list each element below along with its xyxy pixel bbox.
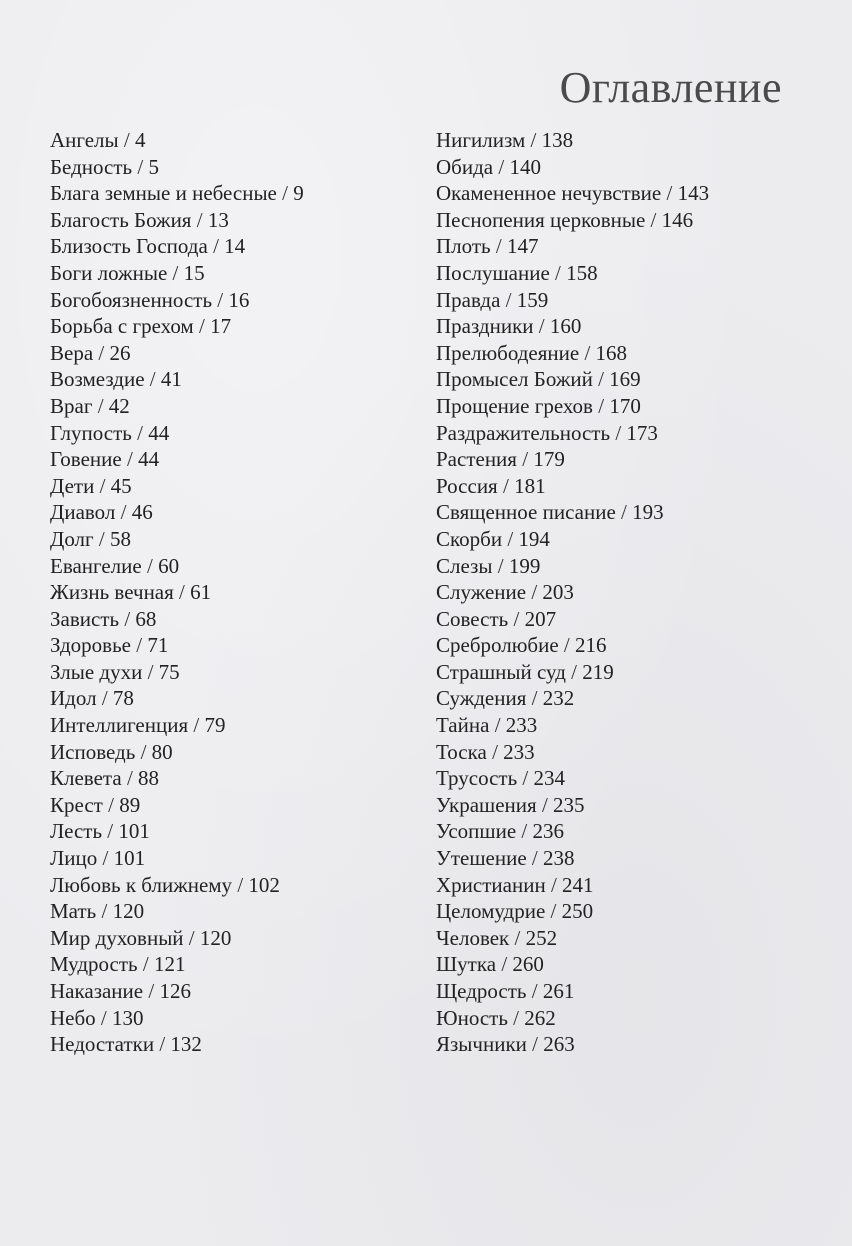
toc-entry — [50, 393, 420, 420]
toc-entry-separator: / — [516, 819, 533, 844]
toc-entry-page-number: 170 — [609, 393, 641, 418]
toc-entry-page-number: 61 — [190, 580, 212, 605]
toc-entry-term: Борьба с грехом — [50, 314, 194, 339]
toc-entry-term: Боги ложные — [50, 260, 168, 285]
toc-entry-page-number: 88 — [138, 766, 160, 791]
toc-entry-page-number: 262 — [524, 1005, 556, 1030]
toc-entry-separator: / — [276, 181, 294, 206]
toc-entry-separator: / — [509, 925, 526, 950]
toc-entry-separator: / — [102, 792, 120, 817]
toc-entry-page-number: 132 — [170, 1032, 202, 1057]
toc-entry-separator: / — [93, 526, 110, 551]
toc-entry-separator: / — [232, 872, 249, 897]
toc-entry-page-number: 216 — [575, 633, 607, 658]
toc-entry-separator: / — [533, 314, 550, 339]
toc-entry-separator: / — [167, 260, 184, 285]
toc-entry-term: Прелюбодеяние — [436, 340, 580, 365]
toc-entry-term: Интеллигенция — [50, 713, 189, 738]
toc-entry — [436, 313, 836, 340]
toc-column-left — [50, 127, 420, 1058]
toc-entry-term: Благость Божия — [50, 207, 192, 232]
toc-entry-separator: / — [115, 500, 132, 525]
toc-entry-term: Прощение грехов — [436, 393, 593, 418]
toc-entry — [436, 579, 836, 606]
toc-entry — [50, 1005, 420, 1032]
toc-entry-term: Язычники — [436, 1032, 527, 1057]
toc-entry-separator: / — [592, 367, 610, 392]
toc-entry-term: Блага земные и небесные — [50, 181, 277, 206]
toc-entry — [436, 739, 836, 766]
toc-entry — [436, 180, 836, 207]
toc-entry-page-number: 199 — [508, 553, 541, 578]
toc-entry-term: Раздражительность — [436, 420, 611, 445]
toc-entry-term: Тоска — [436, 739, 487, 764]
toc-entry-separator: / — [526, 580, 543, 605]
toc-entry — [50, 233, 420, 260]
toc-entry — [50, 420, 420, 447]
toc-entry-page-number: 80 — [151, 739, 173, 764]
toc-entry-page-number: 78 — [112, 686, 134, 711]
toc-entry-separator: / — [558, 633, 575, 658]
toc-entry-term: Мудрость — [50, 952, 138, 977]
toc-entry-term: Жизнь вечная — [50, 580, 174, 605]
toc-entry-page-number: 44 — [148, 420, 170, 445]
toc-entry — [436, 1031, 836, 1058]
toc-entry-term: Здоровье — [50, 633, 131, 658]
toc-entry — [436, 632, 836, 659]
toc-entry-page-number: 146 — [661, 207, 694, 232]
toc-entry — [50, 765, 420, 792]
toc-entry-page-number: 147 — [506, 234, 539, 259]
toc-entry-term: Вера — [50, 340, 94, 365]
toc-entry-page-number: 5 — [148, 154, 159, 179]
toc-entry-term: Мир духовный — [50, 925, 184, 950]
toc-entry-separator: / — [141, 553, 159, 578]
toc-entry-term: Усопшие — [436, 819, 517, 844]
toc-entry-page-number: 101 — [118, 819, 150, 844]
toc-entry-separator: / — [508, 606, 525, 631]
toc-entry-term: Лицо — [50, 846, 98, 871]
toc-entry-separator: / — [610, 420, 627, 445]
toc-entry-page-number: 260 — [512, 952, 544, 977]
toc-entry-page-number: 173 — [626, 420, 658, 445]
toc-entry-page-number: 238 — [543, 846, 575, 871]
toc-entry — [50, 207, 420, 234]
toc-entry-separator: / — [526, 1032, 544, 1057]
toc-entry-term: Глупость — [50, 420, 132, 445]
toc-entry-separator: / — [517, 766, 534, 791]
toc-entry-page-number: 158 — [566, 260, 598, 285]
toc-entry-term: Зависть — [50, 606, 120, 631]
toc-entry-term: Человек — [436, 925, 510, 950]
toc-entry-separator: / — [137, 952, 154, 977]
toc-entry — [50, 978, 420, 1005]
toc-entry-page-number: 9 — [293, 181, 304, 206]
toc-entry-term: Суждения — [436, 686, 527, 711]
toc-entry-term: Россия — [436, 473, 498, 498]
toc-entry — [50, 845, 420, 872]
toc-entry — [436, 393, 836, 420]
toc-entry — [50, 127, 420, 154]
toc-entry — [436, 978, 836, 1005]
toc-entry — [50, 553, 420, 580]
toc-entry — [436, 765, 836, 792]
toc-entry-separator: / — [135, 739, 152, 764]
toc-entry-page-number: 41 — [160, 367, 182, 392]
toc-entry-term: Украшения — [436, 792, 537, 817]
toc-entry-term: Диавол — [50, 500, 116, 525]
toc-column-right — [436, 127, 836, 1058]
toc-entry-term: Скорби — [436, 526, 503, 551]
toc-entry-page-number: 26 — [109, 340, 131, 365]
toc-entry — [436, 473, 836, 500]
toc-entry-term: Утешение — [436, 846, 527, 871]
toc-entry-term: Наказание — [50, 979, 144, 1003]
toc-entry-page-number: 68 — [135, 606, 157, 631]
toc-entry-separator: / — [502, 526, 519, 551]
toc-entry — [436, 233, 836, 260]
toc-entry-separator: / — [131, 420, 149, 445]
toc-entry — [50, 951, 420, 978]
toc-entry-page-number: 15 — [183, 260, 205, 285]
toc-entry-term: Плоть — [436, 234, 491, 259]
toc-entry-separator: / — [525, 128, 542, 152]
toc-entry — [50, 632, 420, 659]
toc-entry-separator: / — [144, 367, 161, 392]
toc-entry-separator: / — [516, 447, 534, 472]
toc-entry — [436, 366, 836, 393]
toc-entry-term: Священное писание — [436, 500, 616, 525]
toc-entry-separator: / — [490, 234, 507, 259]
toc-entry-page-number: 102 — [248, 872, 280, 897]
toc-entry-term: Целомудрие — [436, 899, 546, 924]
toc-entry-term: Послушание — [436, 260, 550, 285]
toc-entry — [50, 526, 420, 553]
toc-entry-page-number: 17 — [210, 314, 232, 339]
toc-entry-term: Страшный суд — [436, 659, 566, 684]
toc-entry-page-number: 60 — [158, 553, 180, 578]
toc-entry-term: Лесть — [50, 819, 103, 844]
toc-entry-separator: / — [97, 846, 114, 871]
toc-entry-term: Бедность — [50, 154, 133, 179]
toc-entry — [50, 340, 420, 367]
toc-entry-term: Растения — [436, 447, 517, 472]
toc-entry-separator: / — [579, 340, 596, 365]
toc-entry-separator: / — [500, 287, 517, 312]
toc-entry-page-number: 193 — [632, 500, 664, 525]
toc-entry-separator: / — [143, 979, 160, 1003]
toc-entry-page-number: 4 — [135, 128, 146, 152]
toc-entry — [436, 818, 836, 845]
toc-entry-term: Трусость — [436, 766, 518, 791]
toc-entry — [436, 340, 836, 367]
toc-entry-term: Песнопения церковные — [436, 207, 646, 232]
toc-entry — [436, 925, 836, 952]
toc-entry-separator: / — [536, 792, 554, 817]
toc-entry — [50, 366, 420, 393]
toc-entry-page-number: 121 — [153, 952, 186, 977]
toc-entry-separator: / — [95, 1005, 113, 1030]
toc-entry-page-number: 241 — [562, 872, 594, 897]
toc-entry — [436, 207, 836, 234]
toc-entry-separator: / — [132, 154, 149, 179]
toc-entry-term: Клевета — [50, 766, 122, 791]
toc-entry-separator: / — [645, 207, 662, 232]
toc-entry-page-number: 207 — [524, 606, 557, 631]
toc-entry-term: Служение — [436, 580, 527, 605]
toc-entry — [50, 1031, 420, 1058]
toc-entry — [50, 446, 420, 473]
toc-entry — [436, 526, 836, 553]
toc-entry-term: Говение — [50, 447, 122, 472]
toc-entry-separator: / — [496, 952, 513, 977]
toc-entry — [50, 898, 420, 925]
toc-entry-term: Дети — [50, 473, 95, 498]
toc-entry — [436, 1005, 836, 1032]
toc-entry-term: Идол — [50, 686, 97, 711]
toc-entry — [436, 420, 836, 447]
toc-entry-page-number: 261 — [542, 979, 575, 1003]
toc-entry — [436, 260, 836, 287]
toc-entry-separator: / — [96, 899, 113, 924]
toc-entry — [50, 925, 420, 952]
toc-entry-page-number: 75 — [158, 659, 180, 684]
toc-entry-term: Долг — [50, 526, 94, 551]
toc-entry — [50, 818, 420, 845]
toc-entry — [436, 154, 836, 181]
toc-entry — [436, 712, 836, 739]
toc-entry-page-number: 58 — [109, 526, 131, 551]
toc-entry-term: Тайна — [436, 713, 490, 738]
toc-entry-page-number: 120 — [112, 899, 145, 924]
toc-entry-separator: / — [131, 633, 148, 658]
toc-entry-separator: / — [183, 925, 200, 950]
toc-entry — [50, 473, 420, 500]
toc-entry-separator: / — [92, 393, 109, 418]
toc-entry-separator: / — [193, 314, 211, 339]
toc-entry-term: Обида — [436, 154, 494, 179]
toc-entry-separator: / — [102, 819, 119, 844]
toc-entry-page-number: 46 — [131, 500, 153, 525]
toc-entry — [436, 127, 836, 154]
toc-entry-term: Нигилизм — [436, 128, 526, 152]
toc-entry — [436, 845, 836, 872]
toc-entry-page-number: 79 — [204, 713, 226, 738]
toc-entry-term: Юность — [436, 1005, 508, 1030]
toc-entry — [50, 180, 420, 207]
toc-entry-separator: / — [549, 260, 567, 285]
toc-entry — [50, 287, 420, 314]
toc-entry — [50, 872, 420, 899]
toc-entry-term: Сребролюбие — [436, 633, 559, 658]
toc-entry-term: Мать — [50, 899, 97, 924]
toc-entry-separator: / — [118, 128, 135, 152]
toc-entry-page-number: 130 — [112, 1005, 144, 1030]
toc-entry-separator: / — [492, 553, 509, 578]
toc-entry-separator: / — [212, 287, 229, 312]
toc-entry-term: Христианин — [436, 872, 546, 897]
toc-entry-term: Исповедь — [50, 739, 136, 764]
toc-entry-separator: / — [545, 872, 563, 897]
toc-entry — [436, 792, 836, 819]
toc-entry — [436, 872, 836, 899]
toc-entry — [50, 659, 420, 686]
toc-entry-term: Промысел Божий — [436, 367, 593, 392]
toc-entry — [436, 553, 836, 580]
toc-entry-term: Шутка — [436, 952, 497, 977]
toc-entry-term: Злые духи — [50, 659, 143, 684]
toc-entry-term: Богобоязненность — [50, 287, 213, 312]
toc-entry-page-number: 168 — [595, 340, 628, 365]
toc-entry — [50, 260, 420, 287]
toc-entry-term: Ангелы — [50, 128, 119, 152]
toc-entry-page-number: 194 — [518, 526, 550, 551]
toc-entry-page-number: 120 — [199, 925, 232, 950]
toc-entry-separator: / — [486, 739, 504, 764]
toc-entry-page-number: 13 — [207, 207, 229, 232]
toc-entry — [50, 313, 420, 340]
toc-entry-term: Евангелие — [50, 553, 142, 578]
page-title: Оглавление — [559, 63, 782, 112]
toc-entry — [436, 898, 836, 925]
toc-entry — [50, 792, 420, 819]
toc-entry-page-number: 250 — [561, 899, 594, 924]
toc-entry-separator: / — [545, 899, 562, 924]
toc-entry-page-number: 101 — [113, 846, 146, 871]
toc-entry-term: Близость Господа — [50, 234, 208, 259]
toc-entry-page-number: 203 — [542, 580, 574, 605]
toc-entry-separator: / — [526, 979, 543, 1003]
toc-entry-term: Правда — [436, 287, 501, 312]
toc-entry — [50, 712, 420, 739]
toc-entry-separator: / — [489, 713, 506, 738]
toc-entry-page-number: 71 — [147, 633, 169, 658]
toc-entry — [50, 606, 420, 633]
toc-entry-page-number: 219 — [582, 659, 614, 684]
toc-entry-separator: / — [497, 473, 515, 498]
toc-entry-page-number: 89 — [119, 792, 141, 817]
toc-entry-page-number: 16 — [228, 287, 250, 312]
toc-entry-page-number: 138 — [541, 128, 574, 152]
toc-entry-separator: / — [207, 234, 225, 259]
toc-entry-page-number: 236 — [532, 819, 564, 844]
toc-entry-term: Возмездие — [50, 367, 145, 392]
toc-entry-term: Враг — [50, 393, 93, 418]
toc-entry — [436, 659, 836, 686]
toc-entry-page-number: 181 — [514, 473, 546, 498]
toc-entry-separator: / — [121, 447, 139, 472]
toc-entry-separator: / — [661, 181, 678, 206]
toc-entry-page-number: 179 — [533, 447, 565, 472]
toc-entry-term: Совесть — [436, 606, 509, 631]
toc-entry-separator: / — [96, 686, 113, 711]
toc-entry-separator: / — [94, 473, 111, 498]
toc-entry-term: Праздники — [436, 314, 534, 339]
toc-entry-page-number: 235 — [553, 792, 585, 817]
toc-entry-separator: / — [119, 606, 136, 631]
toc-entry-page-number: 233 — [503, 739, 535, 764]
toc-entry-separator: / — [493, 154, 510, 179]
toc-entry-page-number: 160 — [549, 314, 582, 339]
toc-entry-page-number: 140 — [509, 154, 541, 179]
toc-entry-separator: / — [507, 1005, 525, 1030]
toc-entry-term: Слезы — [436, 553, 493, 578]
toc-entry-page-number: 45 — [110, 473, 132, 498]
toc-entry-page-number: 159 — [516, 287, 549, 312]
toc-entry — [436, 287, 836, 314]
toc-entry-separator: / — [565, 659, 583, 684]
toc-entry-separator: / — [121, 766, 139, 791]
toc-entry-separator: / — [188, 713, 205, 738]
toc-entry-page-number: 232 — [542, 686, 575, 711]
toc-entry-term: Щедрость — [436, 979, 527, 1003]
toc-entry-separator: / — [526, 686, 543, 711]
toc-entry — [50, 739, 420, 766]
toc-entry-page-number: 263 — [543, 1032, 575, 1057]
toc-entry-term: Любовь к ближнему — [50, 872, 233, 897]
toc-entry-page-number: 42 — [108, 393, 130, 418]
toc-entry-term: Крест — [50, 792, 103, 817]
toc-entry — [436, 499, 836, 526]
toc-entry-page-number: 14 — [224, 234, 246, 259]
toc-entry — [436, 446, 836, 473]
toc-entry-term: Окамененное нечувствие — [436, 181, 662, 206]
toc-entry-page-number: 44 — [138, 447, 160, 472]
toc-entry-separator: / — [154, 1032, 171, 1057]
toc-entry — [50, 499, 420, 526]
toc-entry-separator: / — [191, 207, 208, 232]
toc-entry-separator: / — [93, 340, 110, 365]
toc-entry-separator: / — [592, 393, 610, 418]
toc-entry-page-number: 234 — [533, 766, 566, 791]
toc-entry — [436, 951, 836, 978]
toc-entry — [436, 606, 836, 633]
toc-entry-page-number: 169 — [609, 367, 641, 392]
toc-entry-separator: / — [526, 846, 543, 871]
toc-entry-term: Небо — [50, 1005, 96, 1030]
toc-entry-page-number: 233 — [505, 713, 538, 738]
toc-entry-separator: / — [173, 580, 191, 605]
toc-entry-separator: / — [142, 659, 159, 684]
toc-entry — [50, 579, 420, 606]
toc-entry-page-number: 252 — [525, 925, 558, 950]
toc-entry-page-number: 126 — [159, 979, 191, 1003]
toc-entry-term: Недостатки — [50, 1032, 155, 1057]
toc-entry — [50, 154, 420, 181]
toc-entry — [50, 685, 420, 712]
toc-entry — [436, 685, 836, 712]
toc-entry-page-number: 143 — [677, 181, 710, 206]
toc-entry-separator: / — [615, 500, 633, 525]
